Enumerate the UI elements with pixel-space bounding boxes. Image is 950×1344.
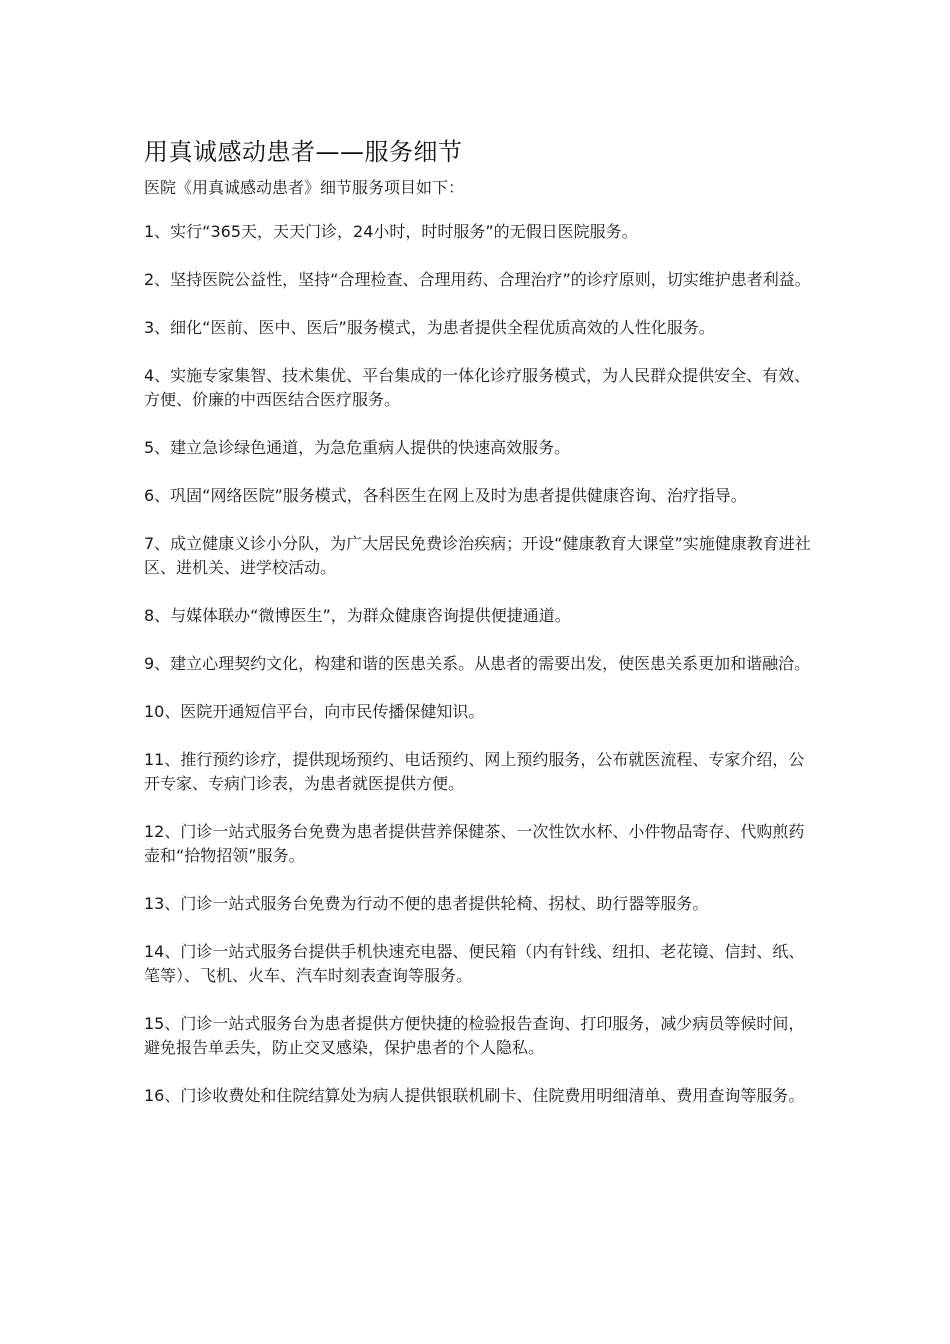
- service-item: 1、实行“365天，天天门诊，24小时，时时服务”的无假日医院服务。: [144, 222, 638, 241]
- document-title: 用真诚感动患者——服务细节: [144, 138, 463, 166]
- service-item: 14、门诊一站式服务台提供手机快速充电器、便民箱（内有针线、纽扣、老花镜、信封、纸、笔等）、飞机、火车、汽车时刻表查询等服务。: [144, 942, 805, 985]
- service-item: 11、推行预约诊疗，提供现场预约、电话预约、网上预约服务，公布就医流程、专家介绍，公开专家、专病门诊表，为患者就医提供方便。: [144, 750, 805, 793]
- service-item: 10、医院开通短信平台，向市民传播保健知识。: [144, 702, 485, 721]
- service-item: 16、门诊收费处和住院结算处为病人提供银联机刷卡、住院费用明细清单、费用查询等服务。: [144, 1086, 805, 1105]
- service-item: 12、门诊一站式服务台免费为患者提供营养保健茶、一次性饮水杯、小件物品寄存、代购煎药壶和“拾物招领”服务。: [144, 822, 805, 865]
- service-item: 4、实施专家集智、技术集优、平台集成的一体化诊疗服务模式，为人民群众提供安全、有效、方便、价廉的中西医结合医疗服务。: [144, 366, 811, 409]
- service-item: 13、门诊一站式服务台免费为行动不便的患者提供轮椅、拐杖、助行器等服务。: [144, 894, 709, 913]
- document-intro: 医院《用真诚感动患者》细节服务项目如下：: [144, 178, 465, 197]
- service-item: 7、成立健康义诊小分队，为广大居民免费诊治疾病；开设“健康教育大课堂”实施健康教育进社区、进机关、进学校活动。: [144, 534, 811, 577]
- document-body: [144, 136, 812, 1132]
- service-item-list: [144, 220, 812, 1108]
- service-item: 3、细化“医前、医中、医后”服务模式，为患者提供全程优质高效的人性化服务。: [144, 318, 715, 337]
- service-item: 5、建立急诊绿色通道，为急危重病人提供的快速高效服务。: [144, 438, 571, 457]
- service-item: 2、坚持医院公益性，坚持“合理检查、合理用药、合理治疗”的诊疗原则，切实维护患者利益。: [144, 270, 811, 289]
- service-item: 8、与媒体联办“微博医生”，为群众健康咨询提供便捷通道。: [144, 606, 571, 625]
- service-item: 6、巩固“网络医院”服务模式，各科医生在网上及时为患者提供健康咨询、治疗指导。: [144, 486, 747, 505]
- service-item: 9、建立心理契约文化，构建和谐的医患关系。从患者的需要出发，使医患关系更加和谐融洽。: [144, 654, 811, 673]
- service-item: 15、门诊一站式服务台为患者提供方便快捷的检验报告查询、打印服务，减少病员等候时间，避免报告单丢失，防止交叉感染，保护患者的个人隐私。: [144, 1014, 805, 1057]
